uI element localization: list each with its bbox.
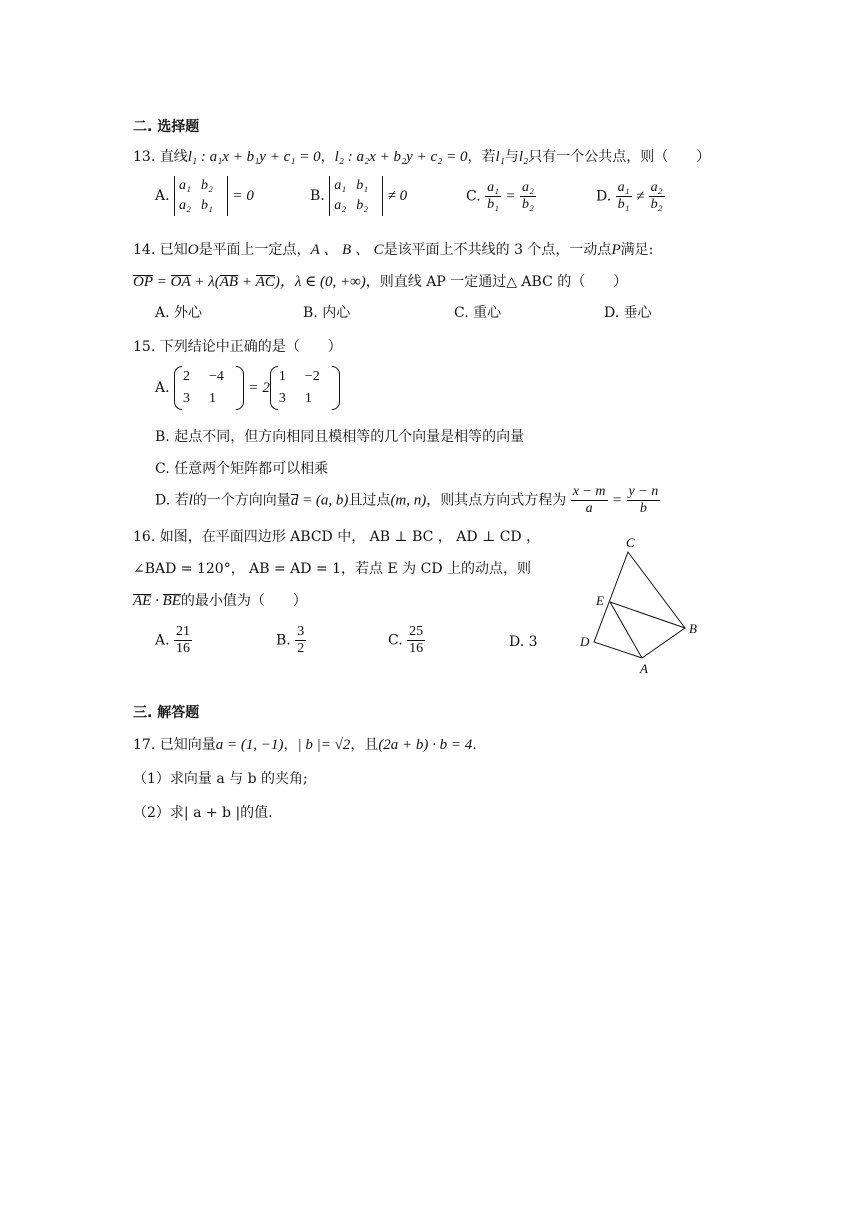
fraction bbox=[407, 624, 425, 657]
denominator: b₂ bbox=[650, 197, 663, 212]
question-number: 13. bbox=[133, 149, 156, 165]
numerator: y − n bbox=[628, 484, 659, 499]
matrix-cell: a₂ bbox=[334, 198, 347, 213]
option-label: B. bbox=[310, 188, 325, 204]
question-number: 15. bbox=[133, 339, 156, 355]
figure-label-d: D bbox=[580, 634, 590, 649]
stem-text: 已知 bbox=[159, 242, 188, 258]
stem-text: 只有一个公共点，则（ ） bbox=[528, 149, 711, 165]
punctuation: . bbox=[472, 737, 477, 753]
line-l1: l₁ bbox=[495, 149, 505, 165]
matrix-cell: −4 bbox=[209, 369, 224, 384]
q15-option-a bbox=[155, 366, 340, 410]
points-abc: A 、 B 、 C bbox=[310, 242, 384, 258]
numerator: a₁ bbox=[487, 180, 499, 195]
vector-b-norm: | b |= √2 bbox=[297, 737, 351, 753]
figure-label-e: E bbox=[596, 593, 604, 608]
q14-option-a: A. 外心 bbox=[155, 305, 203, 321]
coefficient: = 2 bbox=[248, 380, 270, 396]
question-16-stem-line3 bbox=[133, 590, 307, 610]
vector-d: d bbox=[290, 492, 299, 509]
matrix-cell: −2 bbox=[304, 369, 320, 384]
denominator: 16 bbox=[409, 641, 424, 656]
operator: + bbox=[238, 274, 256, 290]
matrix-cell: a₁ bbox=[179, 178, 191, 193]
question-14-stem bbox=[133, 238, 653, 259]
matrix-cell: a₂ bbox=[179, 198, 191, 213]
fraction bbox=[649, 180, 665, 213]
vector-ab: AB bbox=[219, 274, 239, 290]
relation: = bbox=[611, 492, 623, 509]
fraction bbox=[485, 180, 501, 213]
paren: ) bbox=[274, 274, 280, 290]
relation: = bbox=[505, 188, 516, 205]
matrix-cell: b₂ bbox=[201, 178, 213, 193]
question-number: 14. bbox=[133, 242, 156, 258]
numerator: 21 bbox=[176, 624, 191, 639]
denominator: b bbox=[639, 501, 647, 516]
punctuation: ， bbox=[320, 149, 335, 165]
stem-text: 的最小值为（ ） bbox=[180, 593, 307, 609]
stem-text: 满足: bbox=[620, 242, 654, 258]
punctuation: ， bbox=[283, 737, 298, 753]
quadrilateral-figure bbox=[570, 532, 720, 677]
matrix-cell: b₁ bbox=[356, 178, 369, 193]
matrix-cell: 3 bbox=[278, 391, 286, 406]
matrix-cell: 1 bbox=[304, 391, 312, 406]
question-number: 17. bbox=[133, 737, 156, 753]
numerator: 25 bbox=[409, 624, 424, 639]
denominator: 2 bbox=[297, 641, 305, 656]
q15-option-c: C. 任意两个矩阵都可以相乘 bbox=[155, 461, 329, 477]
denominator: b₂ bbox=[522, 197, 534, 212]
question-17-stem bbox=[133, 734, 477, 754]
denominator: a bbox=[585, 501, 593, 516]
question-16-stem-line1 bbox=[133, 526, 540, 546]
numerator: x − m bbox=[572, 484, 606, 499]
operator: · bbox=[151, 593, 163, 609]
figure-label-b: B bbox=[689, 621, 697, 636]
numerator: a₁ bbox=[617, 180, 630, 195]
option-label: D. 若 bbox=[155, 492, 189, 509]
stem-text: 是该平面上不共线的 3 个点，一动点 bbox=[383, 242, 612, 258]
q14-option-c: C. 重心 bbox=[454, 305, 502, 321]
matrix-cell: 1 bbox=[209, 391, 217, 406]
line-1-equation: l₁ : a₁x + b₁y + c₁ = 0 bbox=[187, 149, 321, 165]
denominator: b₁ bbox=[487, 197, 499, 212]
question-15-stem bbox=[133, 336, 342, 356]
option-label: A. bbox=[155, 188, 170, 204]
option-text: 且过点 bbox=[348, 492, 391, 509]
matrix-cell: 3 bbox=[183, 391, 191, 406]
q15-option-d bbox=[155, 484, 660, 517]
q13-option-a bbox=[155, 176, 254, 216]
matrix-cell: b₂ bbox=[356, 198, 369, 213]
fraction bbox=[174, 624, 192, 657]
option-text: 的一个方向向量 bbox=[192, 492, 291, 509]
vector-be: BE bbox=[162, 593, 181, 609]
line-l: l bbox=[188, 492, 193, 509]
q14-option-d: D. 垂心 bbox=[604, 305, 652, 321]
relation: = 0 bbox=[232, 188, 254, 204]
q13-option-d bbox=[596, 180, 665, 213]
stem-text: 如图，在平面四边形 ABCD 中， AB ⊥ BC ， AD ⊥ CD ， bbox=[159, 529, 541, 545]
fraction bbox=[520, 180, 536, 213]
option-label: C. bbox=[466, 188, 481, 205]
denominator: b₁ bbox=[617, 197, 630, 212]
q16-option-b bbox=[276, 624, 306, 657]
figure-label-a: A bbox=[640, 661, 648, 676]
option-label: D. bbox=[596, 188, 612, 205]
option-label: A. bbox=[155, 380, 170, 396]
q14-option-b: B. 内心 bbox=[303, 305, 351, 321]
vector-op: OP bbox=[133, 274, 153, 290]
stem-text: 已知向量 bbox=[159, 737, 216, 753]
figure-quadrilateral-abcd bbox=[594, 552, 685, 658]
stem-text: 直线 bbox=[159, 149, 188, 165]
fraction bbox=[295, 624, 306, 657]
denominator: 16 bbox=[176, 641, 191, 656]
question-number: 16. bbox=[133, 529, 156, 545]
matrix bbox=[174, 366, 244, 410]
point-o: O bbox=[187, 242, 199, 258]
vector-ac: AC bbox=[255, 274, 275, 290]
question-14-equation-line bbox=[133, 270, 627, 291]
figure-label-c: C bbox=[626, 535, 635, 550]
stem-text: ，则直线 AP 一定通过△ ABC 的（ ） bbox=[365, 274, 628, 290]
fraction bbox=[571, 484, 608, 517]
section-heading-choice: 二. 选择题 bbox=[133, 119, 200, 135]
q13-option-c bbox=[466, 180, 536, 213]
option-label: B. bbox=[276, 632, 291, 649]
line-2-equation: l₂ : a₂x + b₂y + c₂ = 0 bbox=[334, 149, 468, 165]
section-heading-answer: 三. 解答题 bbox=[133, 705, 200, 721]
vector-oa: OA bbox=[170, 274, 191, 290]
q16-option-c bbox=[388, 624, 425, 657]
lambda-condition: ，λ ∈ (0, +∞) bbox=[279, 274, 366, 290]
figure-segment-eb bbox=[610, 602, 685, 628]
question-17-part-1: （1）求向量 a 与 b 的夹角; bbox=[133, 771, 308, 787]
q13-option-b bbox=[310, 176, 407, 216]
matrix-cell: a₁ bbox=[334, 178, 347, 193]
fraction bbox=[627, 484, 661, 517]
point-mn: (m, n) bbox=[390, 492, 427, 509]
dot-product-condition: (2a + b) · b = 4 bbox=[378, 737, 473, 753]
stem-text: ，且 bbox=[350, 737, 379, 753]
matrix-cell: 1 bbox=[278, 369, 286, 384]
relation: = bbox=[153, 274, 171, 290]
relation: ≠ bbox=[635, 188, 645, 205]
vector-ae: AE bbox=[133, 593, 152, 609]
vector-a-definition: a = (1, −1) bbox=[215, 737, 284, 753]
q16-option-d: D. 3 bbox=[509, 634, 538, 650]
vector-value: = (a, b) bbox=[298, 492, 349, 509]
lambda-term: + λ( bbox=[190, 274, 220, 290]
stem-text: 与 bbox=[504, 149, 519, 165]
question-17-part-2: （2）求| a + b |的值. bbox=[133, 805, 273, 821]
question-16-stem-line2: ∠BAD = 120°， AB = AD = 1，若点 E 为 CD 上的动点，则 bbox=[133, 561, 532, 577]
q16-option-a bbox=[155, 624, 192, 657]
fraction bbox=[616, 180, 632, 213]
stem-text: ，若 bbox=[467, 149, 496, 165]
matrix-cell: b₁ bbox=[201, 198, 213, 213]
line-l2: l₂ bbox=[518, 149, 529, 165]
numerator: 3 bbox=[297, 624, 305, 639]
numerator: a₂ bbox=[522, 180, 534, 195]
question-13-stem bbox=[133, 146, 710, 166]
matrix-cell: 2 bbox=[183, 369, 191, 384]
option-label: A. bbox=[155, 632, 170, 649]
relation: ≠ 0 bbox=[387, 188, 408, 204]
determinant bbox=[329, 176, 383, 216]
determinant bbox=[174, 176, 228, 216]
matrix bbox=[270, 366, 340, 410]
stem-text: 下列结论中正确的是（ ） bbox=[159, 339, 342, 355]
q15-option-b: B. 起点不同，但方向相同且模相等的几个向量是相等的向量 bbox=[155, 429, 525, 445]
numerator: a₂ bbox=[650, 180, 663, 195]
option-label: C. bbox=[388, 632, 403, 649]
point-p: P bbox=[611, 242, 621, 258]
figure-segment-ea bbox=[610, 602, 642, 658]
stem-text: 是平面上一定点， bbox=[198, 242, 311, 258]
option-text: ，则其点方向式方程为 bbox=[426, 492, 567, 509]
